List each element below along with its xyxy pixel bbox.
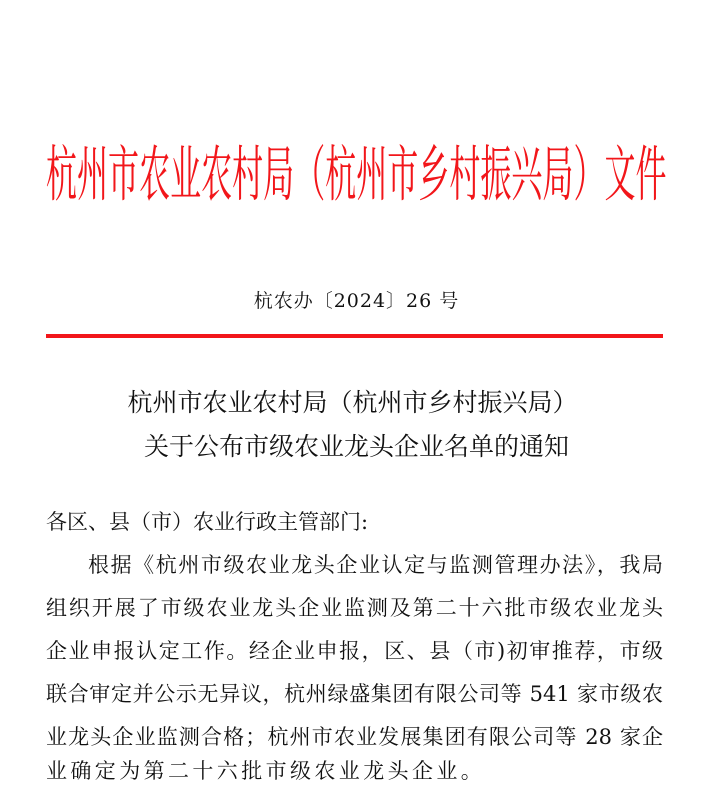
body-line: 联合审定并公示无异议，杭州绿盛集团有限公司等 541 家市级农	[46, 682, 663, 706]
document-number: 杭农办〔2024〕26 号	[253, 290, 460, 312]
notice-title-line-2: 关于公布市级农业龙头企业名单的通知	[143, 432, 569, 461]
body-line: 根据《杭州市级农业龙头企业认定与监测管理办法》，我局	[88, 553, 663, 577]
notice-title-line-1: 杭州市农业农村局（杭州市乡村振兴局）	[127, 388, 578, 417]
body-line: 业确定为第二十六批市级农业龙头企业。	[46, 759, 486, 783]
body-line: 业龙头企业监测合格；杭州市农业发展集团有限公司等 28 家企	[46, 725, 663, 749]
body-line: 组织开展了市级农业龙头企业监测及第二十六批市级农业龙头	[46, 596, 663, 620]
issuer-title: 杭州市农业农村局（杭州市乡村振兴局）文件	[46, 140, 666, 211]
red-divider	[46, 334, 663, 338]
body-line: 企业申报认定工作。经企业申报，区、县（市)初审推荐，市级	[46, 639, 663, 663]
salutation: 各区、县（市）农业行政主管部门:	[46, 510, 369, 534]
